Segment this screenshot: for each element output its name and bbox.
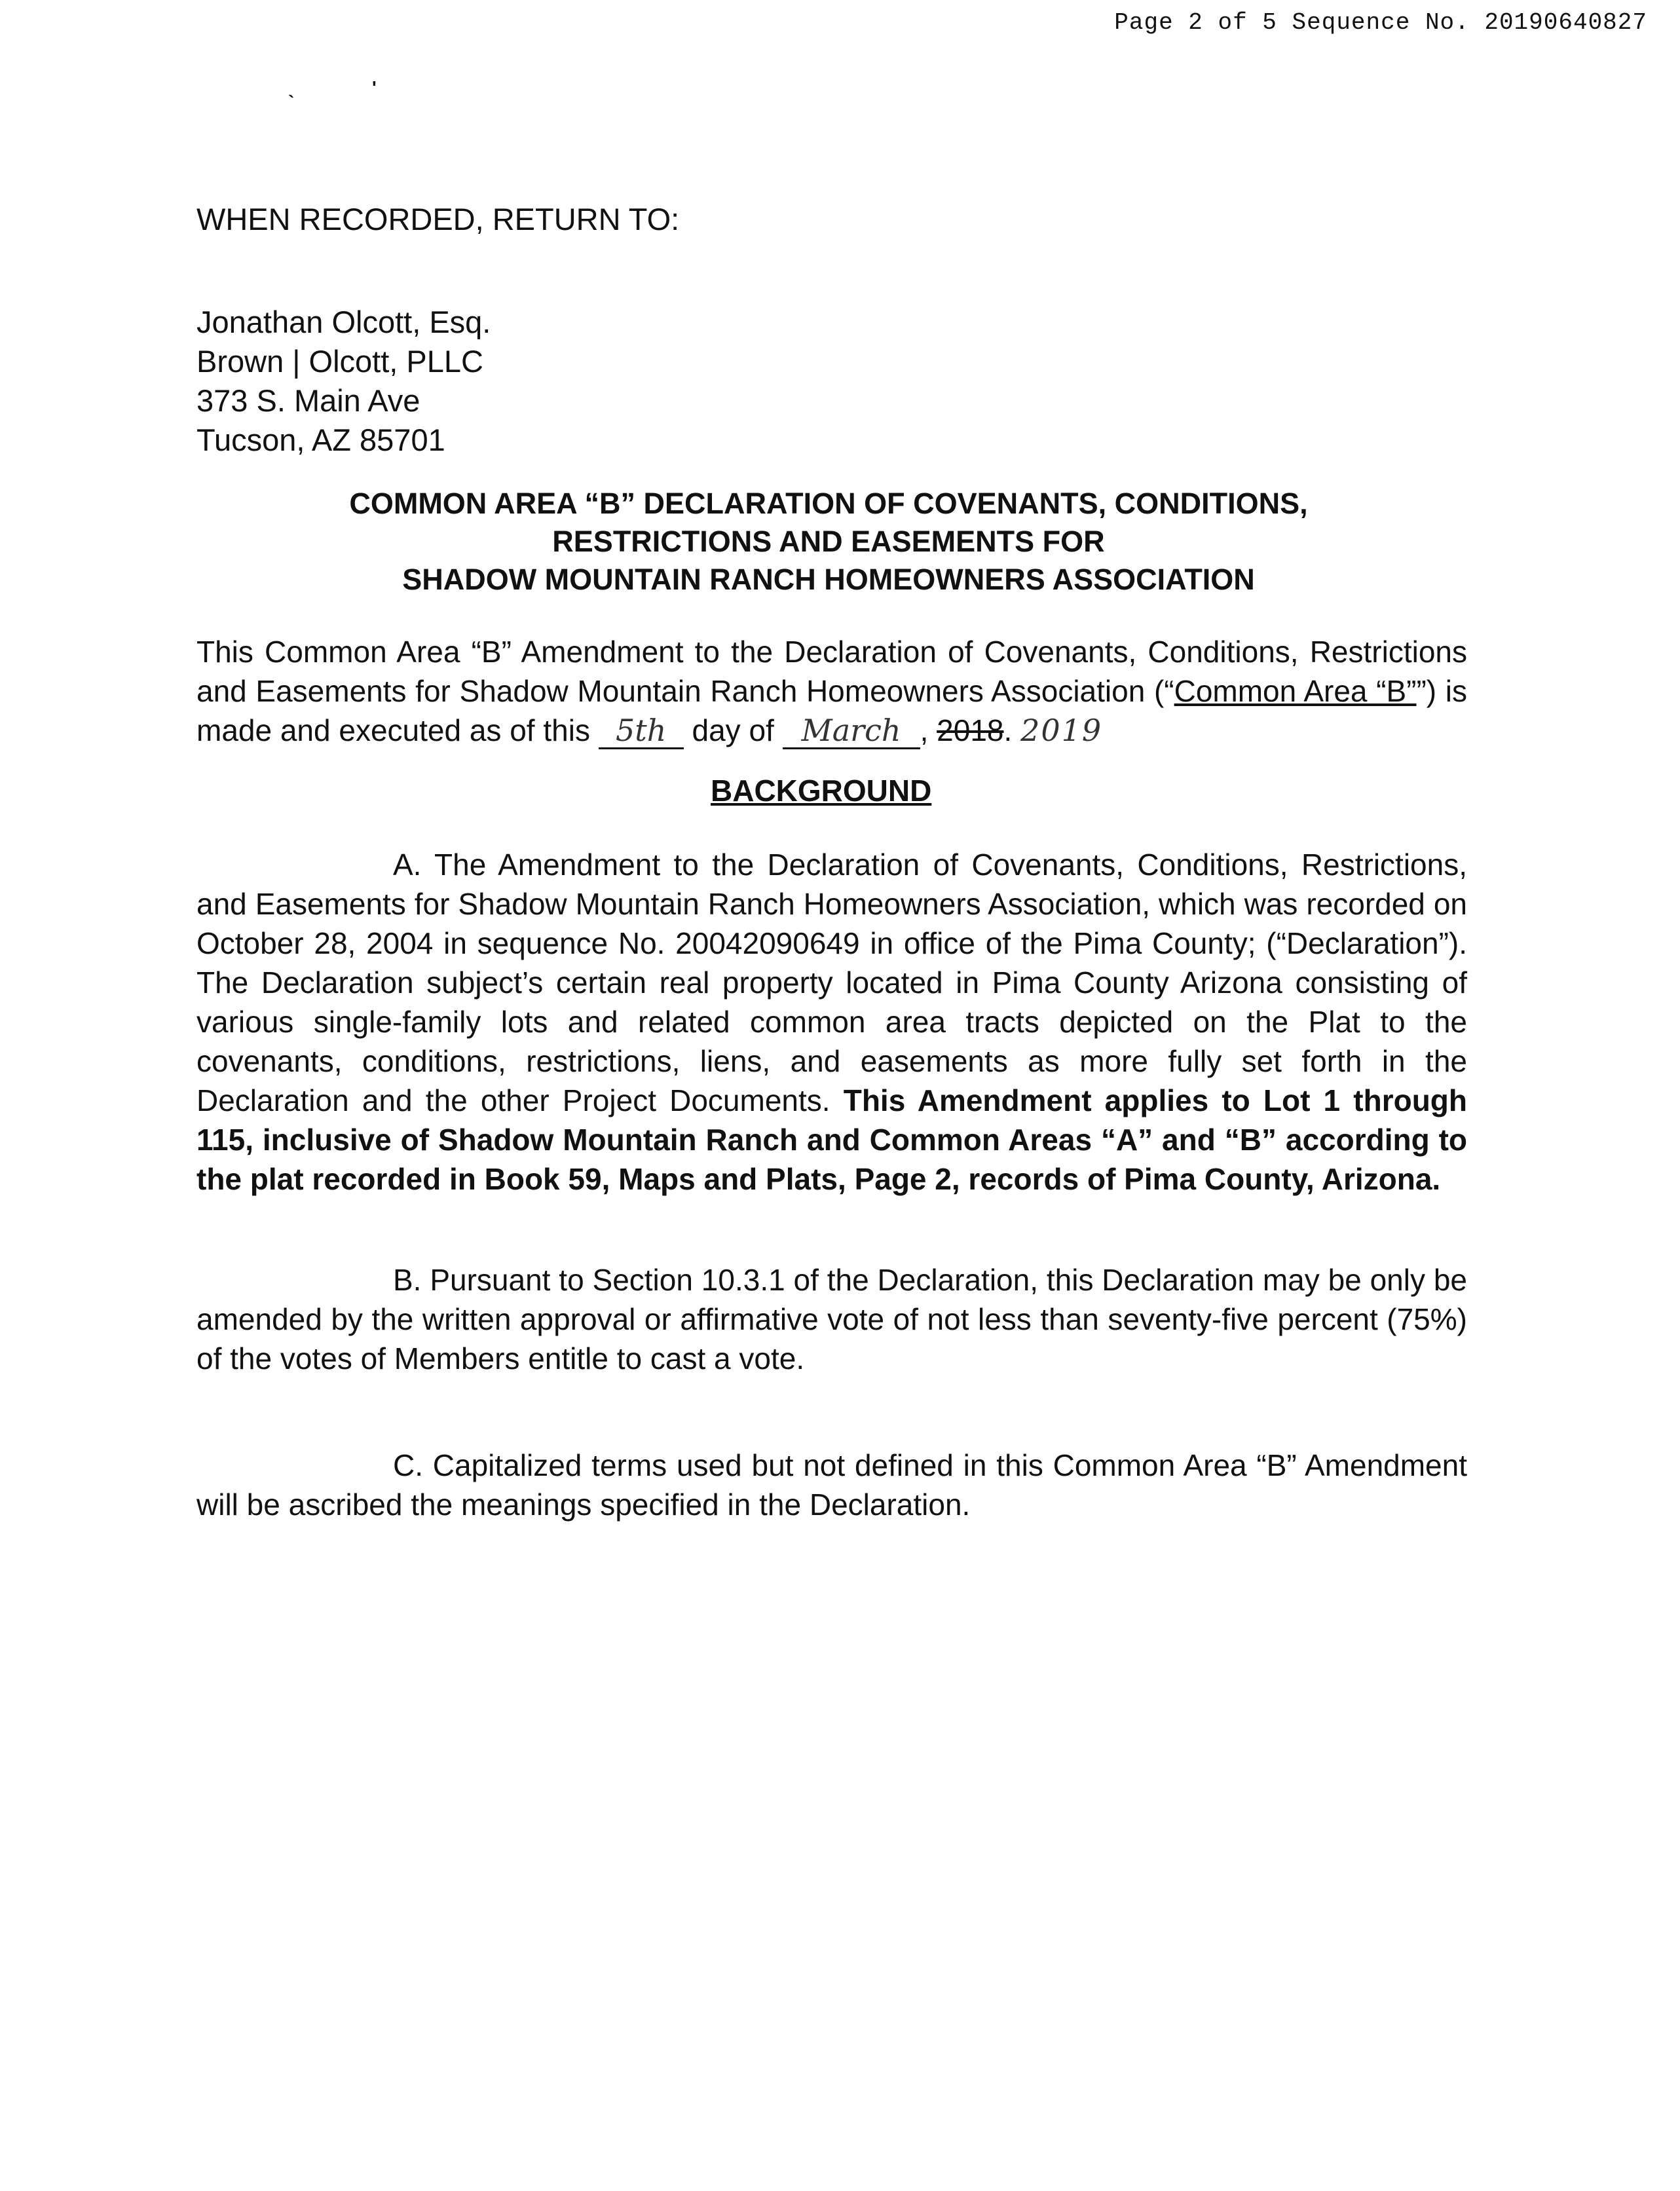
title-line-1: COMMON AREA “B” DECLARATION OF COVENANTS, CONDITIONS, <box>349 487 1308 520</box>
struck-year: 2018 <box>937 713 1004 747</box>
intro-text-middle-4: . <box>1003 713 1021 747</box>
address-line-street: 373 S. Main Ave <box>196 383 420 418</box>
title-line-3: SHADOW MOUNTAIN RANCH HOMEOWNERS ASSOCIATION <box>402 563 1255 596</box>
return-to-label: WHEN RECORDED, RETURN TO: <box>196 202 680 236</box>
address-line-city: Tucson, AZ 85701 <box>196 422 445 457</box>
month-blank: March <box>783 713 920 749</box>
paragraph-a-text: The Amendment to the Declaration of Covenants, Conditions, Restrictions, and Easements for Shadow Mountain Ranch Homeowners Association, which was recorded on October 28, 2004 in sequence No. 20042090649 in office of the Pima County; (“Declaration”). The Declaration subject’s certain real property located in Pima County Arizona consisting of various single-family lots and related common area tracts depicted on the Plat to the covenants, conditions, restrictions, liens, and easements as more fully set forth in the Declaration and the other Project Documents. <box>196 848 1467 1117</box>
paragraph-b <box>196 1260 1467 1378</box>
defined-term: Common Area “B” <box>1174 674 1417 708</box>
background-heading: BACKGROUND <box>711 774 932 808</box>
paragraph-a <box>196 845 1467 1199</box>
address-line-firm: Brown | Olcott, PLLC <box>196 344 483 379</box>
paragraph-b-text: Pursuant to Section 10.3.1 of the Declaration, this Declaration may be only be amended by the written approval or affirmative vote of not less than seventy-five percent (75%) of the votes of Members entitle to cast a vote. <box>196 1263 1467 1376</box>
scan-mark-right: ' <box>372 77 377 98</box>
paragraph-b-label: B. <box>393 1263 422 1297</box>
return-address <box>196 303 491 460</box>
paragraph-a-label: A. <box>393 848 422 882</box>
day-blank: 5th <box>599 713 684 749</box>
title-line-2: RESTRICTIONS AND EASEMENTS FOR <box>552 525 1105 558</box>
intro-text-middle-1: ”) is made and executed as of this <box>196 674 1467 747</box>
paragraph-a-bold-text: This Amendment applies to Lot 1 through 115, inclusive of Shadow Mountain Ranch and Common Areas “A” and “B” according to the plat recorded in Book 59, Maps and Plats, Page 2, records of Pima County, Arizona. <box>196 1083 1468 1196</box>
page-sequence-header: Page 2 of 5 Sequence No. 20190640827 <box>1114 9 1647 36</box>
paragraph-c-text: Capitalized terms used but not defined in this Common Area “B” Amendment will be ascribed the meanings specified in the Declaration. <box>196 1448 1467 1522</box>
intro-text-before: This Common Area “B” Amendment to the Declaration of Covenants, Conditions, Restrictions and Easements for Shadow Mountain Ranch Homeowners Association (“ <box>196 635 1467 708</box>
paragraph-c <box>196 1446 1467 1524</box>
document-title <box>249 485 1408 599</box>
scan-mark-left: ` <box>288 92 295 112</box>
paragraph-c-label: C. <box>393 1448 423 1482</box>
handwritten-year: 2019 <box>1020 713 1103 748</box>
address-line-name: Jonathan Olcott, Esq. <box>196 305 491 339</box>
intro-text-middle-2: day of <box>683 713 783 747</box>
intro-paragraph <box>196 632 1467 750</box>
intro-text-middle-3: , <box>920 713 937 747</box>
